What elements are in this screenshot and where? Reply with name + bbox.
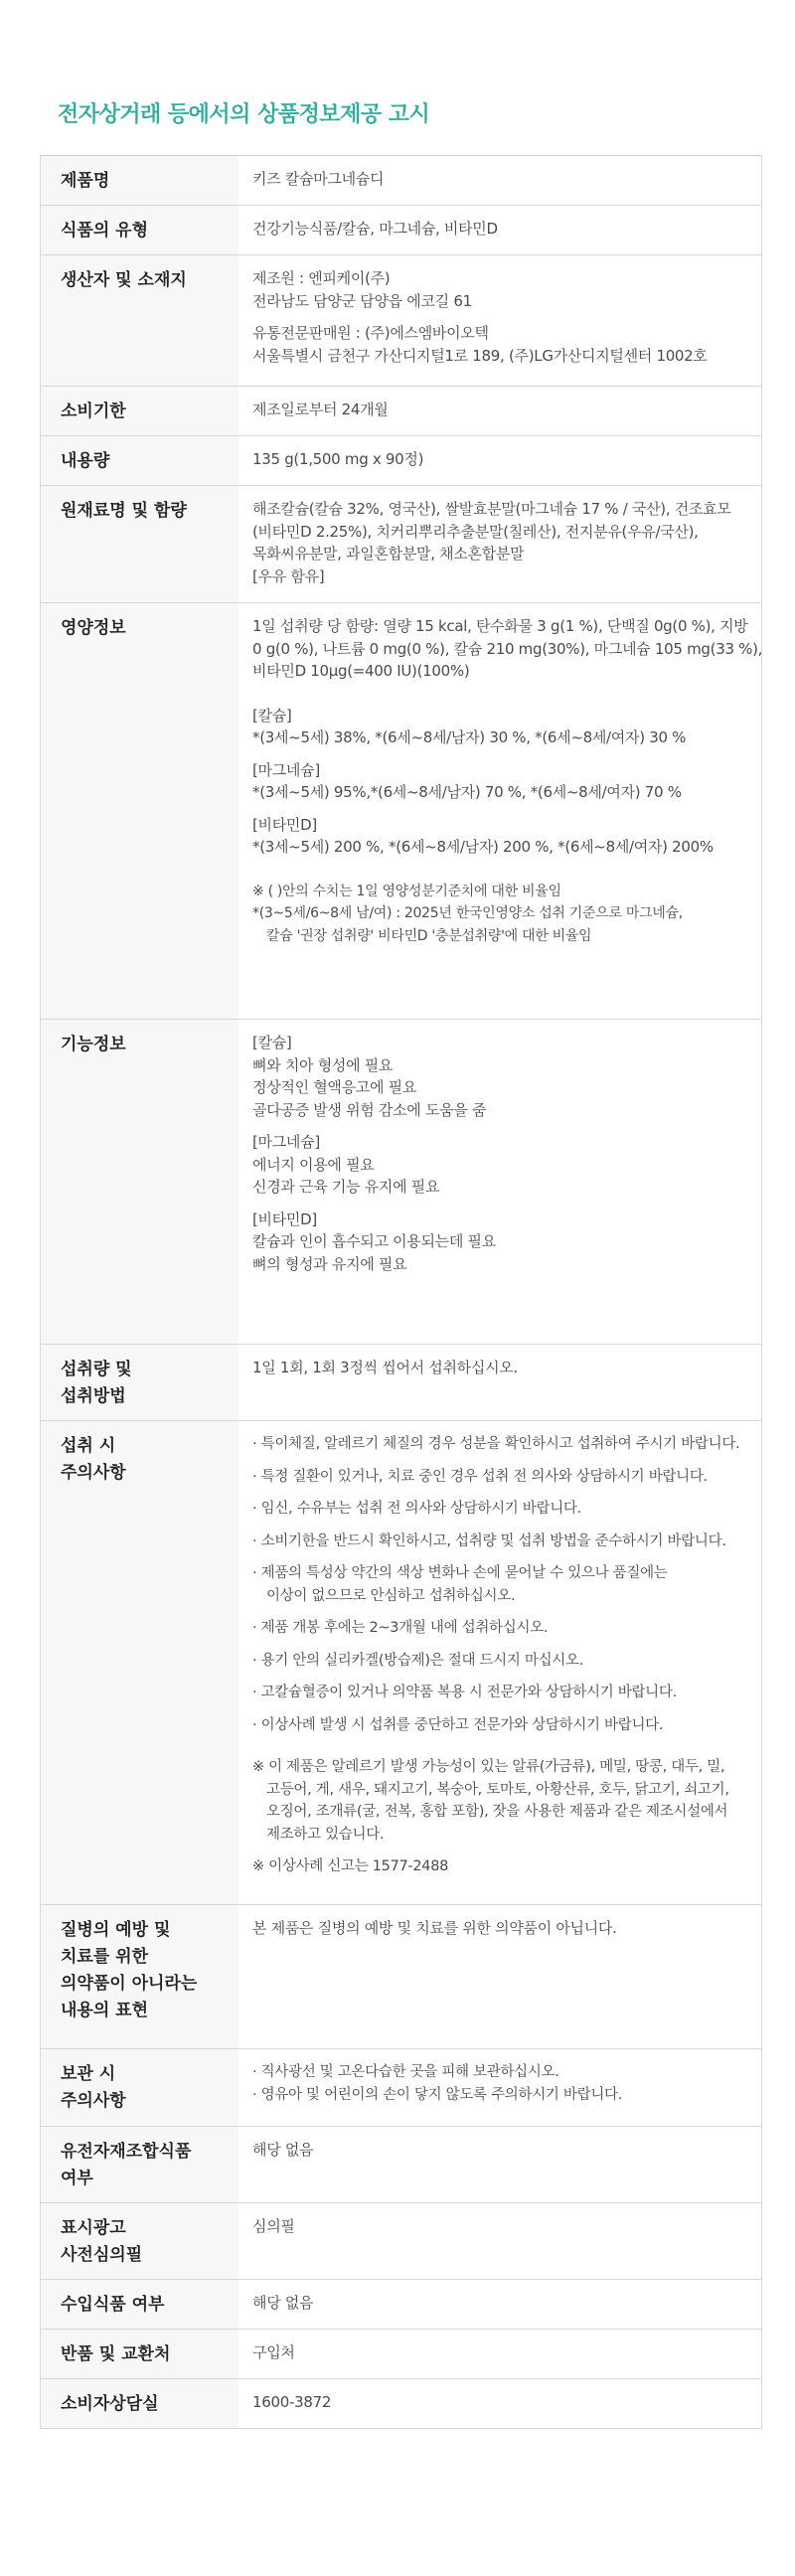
nutrition-calcium-heading: [칼슘]	[252, 706, 292, 724]
label-not-medicine-line: 질병의 예방 및	[61, 1920, 171, 1940]
value-consult: 1600-3872	[238, 2379, 762, 2429]
value-product-name: 키즈 칼슘마그네슘디	[238, 156, 762, 206]
label-caution-line: 주의사항	[61, 1463, 126, 1483]
label-intake	[41, 1345, 239, 1421]
row-producer	[41, 255, 762, 387]
row-caution	[41, 1421, 762, 1905]
label-returns: 반품 및 교환처	[41, 2330, 239, 2379]
label-storage-line: 주의사항	[61, 2091, 126, 2111]
row-function	[41, 1020, 762, 1345]
nutrition-vitd-ratio: *(3세~5세) 200 %, *(6세~8세/남자) 200 %, *(6세~8세/여자) 200%	[252, 838, 714, 856]
label-function: 기능정보	[41, 1020, 239, 1345]
nutrition-intro-line: 0 g(0 %), 나트륨 0 mg(0 %), 칼슘 210 mg(30%), 마그네슘 105 mg(33 %),	[252, 639, 763, 658]
row-expiry	[41, 387, 762, 436]
caution-bullet: · 이상사례 발생 시 섭취를 중단하고 전문가와 상담하시기 바랍니다.	[252, 1716, 664, 1733]
label-ingredients: 원재료명 및 함량	[41, 486, 239, 603]
row-imported	[41, 2280, 762, 2330]
storage-line: · 영유아 및 어린이의 손이 닿지 않도록 주의하시기 바랍니다.	[252, 2086, 623, 2103]
producer-line: 제조원 : 엔피케이(주)	[252, 269, 391, 287]
producer-line: 전라남도 담양군 담양읍 에코길 61	[252, 291, 472, 310]
label-intake-line: 섭취량 및	[61, 1360, 132, 1379]
function-line: 에너지 이용에 필요	[252, 1155, 375, 1174]
nutrition-vitd-heading: [비타민D]	[252, 815, 317, 834]
function-line: 칼슘과 인이 흡수되고 이용되는데 필요	[252, 1232, 496, 1250]
function-magnesium-heading: [마그네슘]	[252, 1133, 320, 1151]
label-storage	[41, 2049, 239, 2127]
caution-bullet: · 용기 안의 실리카겔(방습제)은 절대 드시지 마십시오.	[252, 1652, 584, 1669]
nutrition-magnesium-heading: [마그네슘]	[252, 760, 320, 779]
label-ad-review-line: 사전심의필	[61, 2245, 143, 2265]
value-not-medicine: 본 제품은 질병의 예방 및 치료를 위한 의약품이 아닙니다.	[238, 1905, 762, 2049]
function-line: 정상적인 혈액응고에 필요	[252, 1078, 417, 1096]
allergy-note: 고등어, 게, 새우, 돼지고기, 복숭아, 토마토, 아황산류, 호두, 닭고기, 쇠고기,	[266, 1781, 729, 1798]
caution-bullet: · 소비기한을 반드시 확인하시고, 섭취량 및 섭취 방법을 준수하시기 바랍니다.	[252, 1532, 726, 1549]
label-caution-line: 섭취 시	[61, 1436, 116, 1456]
label-gmo-line: 여부	[61, 2169, 93, 2188]
row-food-type	[41, 206, 762, 255]
ingredients-line: (비타민D 2.25%), 치커리뿌리추출분말(칠레산), 전지분유(우유/국산),	[252, 522, 699, 541]
function-line: 뼈와 치아 형성에 필요	[252, 1055, 394, 1074]
row-storage	[41, 2049, 762, 2127]
value-producer	[238, 255, 762, 387]
label-ad-review	[41, 2203, 239, 2280]
row-gmo	[41, 2127, 762, 2203]
function-line: 골다공증 발생 위험 감소에 도움을 줌	[252, 1100, 487, 1119]
row-consult	[41, 2379, 762, 2429]
nutrition-note: ※ ( )안의 수치는 1일 영양성분기준치에 대한 비율임	[252, 883, 561, 899]
nutrition-note: *(3~5세/6~8세 남/여) : 2025년 한국인영양소 섭취 기준으로 마그네슘,	[252, 905, 683, 921]
allergy-note: ※ 이 제품은 알레르기 발생 가능성이 있는 알류(가금류), 메밀, 땅콩, 대두, 밀,	[252, 1759, 725, 1775]
label-storage-line: 보관 시	[61, 2064, 116, 2084]
value-intake: 1일 1회, 1회 3정씩 씹어서 섭취하십시오.	[238, 1345, 762, 1421]
value-ad-review: 심의필	[238, 2203, 762, 2280]
producer-line: 서울특별시 금천구 가산디지털1로 189, (주)LG가산디지털센터 1002호	[252, 346, 708, 365]
ingredients-line: 목화씨유분말, 과일혼합분말, 채소혼합분말	[252, 545, 525, 563]
nutrition-calcium-ratio: *(3세~5세) 38%, *(6세~8세/남자) 30 %, *(6세~8세/여자) 30 %	[252, 728, 687, 746]
value-caution	[238, 1421, 762, 1905]
label-gmo-line: 유전자재조합식품	[61, 2142, 192, 2162]
function-calcium-heading: [칼슘]	[252, 1034, 292, 1051]
label-gmo	[41, 2127, 239, 2203]
row-capacity	[41, 436, 762, 486]
caution-bullet: · 고칼슘혈증이 있거나 의약품 복용 시 전문가와 상담하시기 바랍니다.	[252, 1685, 677, 1700]
ingredients-line: 해조칼슘(칼슘 32%, 영국산), 쌀발효분말(마그네슘 17 % / 국산), 건조효모	[252, 500, 731, 518]
value-imported: 해당 없음	[238, 2280, 762, 2330]
row-nutrition	[41, 603, 762, 1020]
row-returns	[41, 2330, 762, 2379]
allergy-note: 오징어, 조개류(굴, 전복, 홍합 포함), 잣을 사용한 제품과 같은 제조시설에서	[266, 1804, 728, 1820]
label-nutrition: 영양정보	[41, 603, 239, 1020]
value-capacity: 135 g(1,500 mg x 90정)	[238, 436, 762, 486]
label-producer: 생산자 및 소재지	[41, 255, 239, 387]
page-title: 전자상거래 등에서의 상품정보제공 고시	[58, 102, 430, 127]
storage-line: · 직사광선 및 고온다습한 곳을 피해 보관하십시오.	[252, 2064, 559, 2080]
row-not-medicine	[41, 1905, 762, 2049]
report-note: ※ 이상사례 신고는 1577-2488	[252, 1858, 449, 1874]
function-line: 뼈의 형성과 유지에 필요	[252, 1254, 407, 1273]
value-gmo: 해당 없음	[238, 2127, 762, 2203]
row-ingredients	[41, 486, 762, 603]
label-not-medicine	[41, 1905, 239, 2049]
value-food-type: 건강기능식품/칼슘, 마그네슘, 비타민D	[238, 206, 762, 255]
label-intake-line: 섭취방법	[61, 1386, 126, 1406]
caution-bullet: · 특이체질, 알레르기 체질의 경우 성분을 확인하시고 섭취하여 주시기 바랍니다.	[252, 1436, 740, 1452]
label-not-medicine-line: 치료를 위한	[61, 1947, 149, 1967]
ingredients-line: [우유 함유]	[252, 566, 325, 585]
label-consult: 소비자상담실	[41, 2379, 239, 2429]
caution-bullet: · 제품의 특성상 약간의 색상 변화나 손에 묻어날 수 있으나 품질에는	[252, 1565, 668, 1581]
label-product-name: 제품명	[41, 156, 239, 206]
label-not-medicine-line: 내용의 표현	[61, 2001, 149, 2020]
value-expiry: 제조일로부터 24개월	[238, 387, 762, 436]
caution-bullet-continued: 이상이 없으므로 안심하고 섭취하십시오.	[266, 1587, 516, 1604]
function-vitd-heading: [비타민D]	[252, 1209, 317, 1228]
allergy-note: 제조하고 있습니다.	[266, 1826, 385, 1843]
label-expiry: 소비기한	[41, 387, 239, 436]
label-ad-review-line: 표시광고	[61, 2218, 126, 2238]
nutrition-magnesium-ratio: *(3세~5세) 95%,*(6세~8세/남자) 70 %, *(6세~8세/여자) 70 %	[252, 783, 682, 801]
label-food-type: 식품의 유형	[41, 206, 239, 255]
caution-bullet: · 제품 개봉 후에는 2~3개월 내에 섭취하십시오.	[252, 1620, 549, 1636]
caution-bullet: · 특정 질환이 있거나, 치료 중인 경우 섭취 전 의사와 상담하시기 바랍니다.	[252, 1468, 708, 1485]
label-capacity: 내용량	[41, 436, 239, 486]
row-ad-review	[41, 2203, 762, 2280]
value-nutrition	[238, 603, 762, 1020]
row-intake	[41, 1345, 762, 1421]
producer-line: 유통전문판매원 : (주)에스엠바이오텍	[252, 324, 489, 342]
nutrition-intro-line: 1일 섭취량 당 함량: 열량 15 kcal, 탄수화물 3 g(1 %), 단백질 0g(0 %), 지방	[252, 617, 748, 635]
value-storage	[238, 2049, 762, 2127]
label-not-medicine-line: 의약품이 아니라는	[61, 1974, 198, 1994]
label-caution	[41, 1421, 239, 1905]
nutrition-note: 칼슘 '권장 섭취량' 비타민D '충분섭취량'에 대한 비율임	[266, 927, 592, 944]
value-ingredients	[238, 486, 762, 603]
function-line: 신경과 근육 기능 유지에 필요	[252, 1178, 440, 1196]
caution-bullet: · 임신, 수유부는 섭취 전 의사와 상담하시기 바랍니다.	[252, 1501, 581, 1517]
nutrition-intro-line: 비타민D 10μg(=400 IU)(100%)	[252, 662, 470, 680]
row-product-name	[41, 156, 762, 206]
value-function	[238, 1020, 762, 1345]
value-returns: 구입처	[238, 2330, 762, 2379]
label-imported: 수입식품 여부	[41, 2280, 239, 2330]
product-info-table	[40, 155, 762, 2429]
